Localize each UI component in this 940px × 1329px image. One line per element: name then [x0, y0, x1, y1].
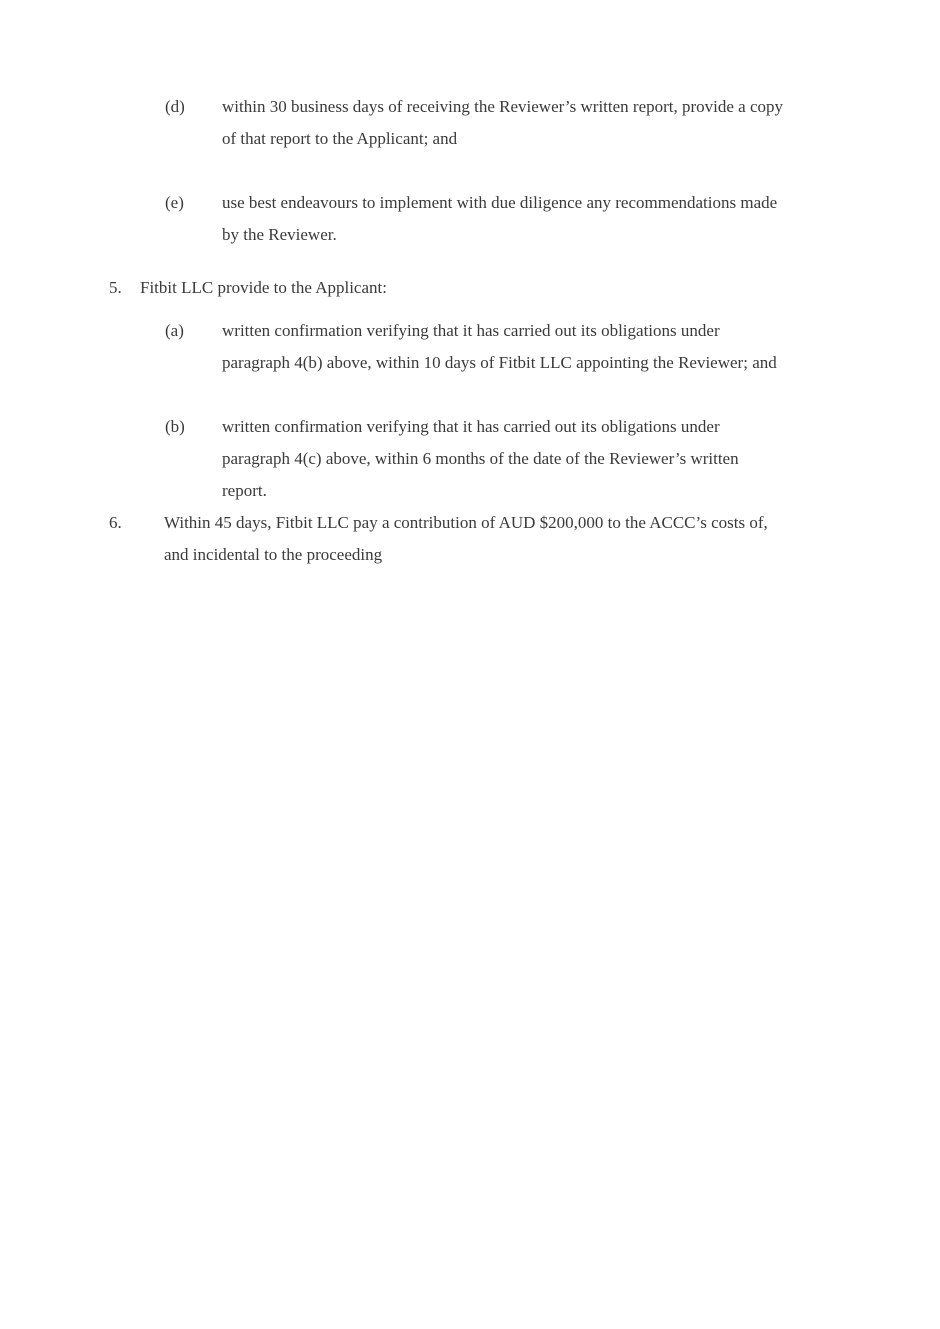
subparagraph-label-e: (e) [165, 193, 184, 212]
subparagraph-e-line-2: by the Reviewer. [222, 225, 337, 244]
subparagraph-a-line-2: paragraph 4(b) above, within 10 days of Fitbit LLC appointing the Reviewer; and [222, 353, 777, 372]
paragraph-5-line-1: Fitbit LLC provide to the Applicant: [140, 278, 387, 297]
subparagraph-label-a: (a) [165, 321, 184, 340]
subparagraph-e-line-1: use best endeavours to implement with due diligence any recommendations made [222, 193, 778, 212]
paragraph-6-line-1: Within 45 days, Fitbit LLC pay a contribution of AUD $200,000 to the ACCC’s costs of, [164, 513, 768, 532]
paragraph-label-5: 5. [109, 278, 122, 297]
subparagraph-b-line-1: written confirmation verifying that it has carried out its obligations under [222, 417, 720, 436]
paragraph-label-6: 6. [109, 513, 122, 532]
subparagraph-d-line-2: of that report to the Applicant; and [222, 129, 458, 148]
subparagraph-d-line-1: within 30 business days of receiving the Reviewer’s written report, provide a copy [222, 97, 784, 116]
subparagraph-label-d: (d) [165, 97, 185, 116]
subparagraph-b-line-3: report. [222, 481, 267, 500]
subparagraph-a-line-1: written confirmation verifying that it has carried out its obligations under [222, 321, 720, 340]
paragraph-6-line-2: and incidental to the proceeding [164, 545, 383, 564]
subparagraph-label-b: (b) [165, 417, 185, 436]
subparagraph-b-line-2: paragraph 4(c) above, within 6 months of the date of the Reviewer’s written [222, 449, 739, 468]
